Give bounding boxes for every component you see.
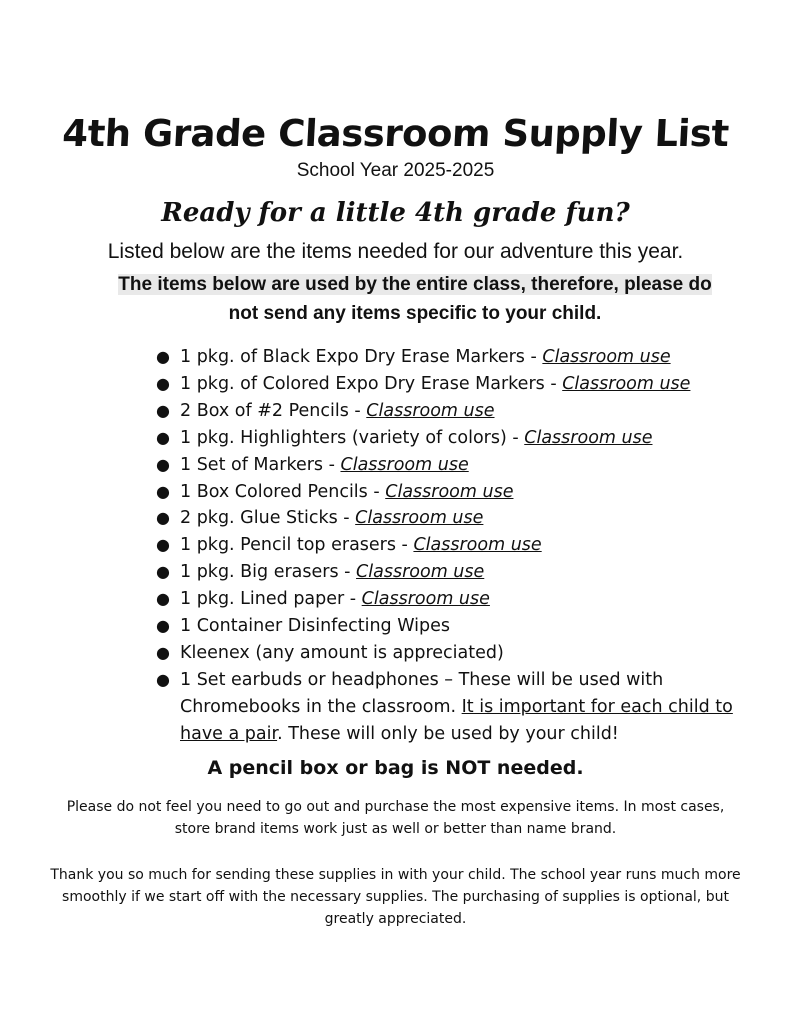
classroom-use-label: Classroom use <box>356 562 485 583</box>
list-item <box>150 505 750 532</box>
list-item <box>150 532 750 559</box>
bullet-icon: ● <box>156 669 170 689</box>
bullet-icon: ● <box>156 616 170 636</box>
supply-item-text: 1 pkg. Pencil top erasers - <box>180 535 414 556</box>
expense-note: Please do not feel you need to go out and purchase the most expensive items. In most cases, store brand items work just as well or better than name brand. <box>66 799 725 837</box>
classroom-use-label: Classroom use <box>562 373 691 394</box>
bullet-icon: ● <box>156 400 170 420</box>
list-item <box>150 640 750 667</box>
list-item <box>150 586 750 613</box>
classroom-use-label: Classroom use <box>542 347 671 367</box>
bullet-icon: ● <box>156 642 170 662</box>
bullet-icon: ● <box>156 535 170 555</box>
list-item <box>150 398 750 425</box>
supply-item-text: 2 Box of #2 Pencils - <box>180 400 367 421</box>
classroom-use-label: Classroom use <box>340 454 469 475</box>
list-item <box>150 344 750 371</box>
pencil-box-note: A pencil box or bag is NOT needed. <box>207 757 584 779</box>
bullet-icon: ● <box>156 347 170 366</box>
tagline: Ready for a little 4th grade fun? <box>161 198 630 228</box>
supply-item-text: 1 Container Disinfecting Wipes <box>180 616 450 637</box>
supply-item-text: 1 Box Colored Pencils - <box>180 481 386 502</box>
notice-line-2: not send any items specific to your child. <box>228 303 602 324</box>
bullet-icon: ● <box>156 508 170 528</box>
list-item <box>150 452 750 479</box>
list-item <box>150 559 750 586</box>
classroom-use-label: Classroom use <box>524 427 653 448</box>
bullet-icon: ● <box>156 562 170 582</box>
supply-list <box>150 344 750 748</box>
classroom-use-label: Classroom use <box>413 535 542 556</box>
classroom-use-label: Classroom use <box>366 400 495 421</box>
classroom-use-label: Classroom use <box>385 481 514 502</box>
list-item <box>150 425 750 452</box>
earbuds-important-note: It is important for each child to have a pair <box>180 696 733 744</box>
list-item <box>150 371 750 398</box>
earbuds-text-end: . These will only be used by your child! <box>277 723 619 744</box>
classroom-use-label: Classroom use <box>361 589 490 610</box>
bullet-icon: ● <box>156 481 170 501</box>
supply-item-text: 1 pkg. Big erasers - <box>180 562 357 583</box>
intro-text: Listed below are the items needed for our adventure this year. <box>107 240 684 263</box>
supply-item-text: 2 pkg. Glue Sticks - <box>180 508 356 529</box>
supply-item-text: 1 pkg. of Colored Expo Dry Erase Markers - <box>180 373 563 394</box>
supply-item-text: 1 pkg. Highlighters (variety of colors) - <box>180 427 525 448</box>
entire-class-notice <box>80 270 750 328</box>
list-item <box>150 479 750 506</box>
notice-line-1: The items below are used by the entire class, therefore, please do <box>118 274 712 295</box>
earbuds-text: 1 Set earbuds or headphones – These will be used with Chromebooks in the classroom. <box>180 669 664 717</box>
supply-item-text: 1 pkg. of Black Expo Dry Erase Markers - <box>180 347 543 367</box>
bullet-icon: ● <box>156 373 170 393</box>
bullet-icon: ● <box>156 589 170 609</box>
bullet-icon: ● <box>156 427 170 447</box>
supply-item-text: 1 pkg. Lined paper - <box>180 589 362 610</box>
classroom-use-label: Classroom use <box>355 508 484 529</box>
school-year: School Year 2025-2025 <box>296 160 495 181</box>
supply-item-text: 1 Set of Markers - <box>180 454 341 475</box>
list-item-earbuds <box>150 667 750 748</box>
thank-you-note: Thank you so much for sending these supplies in with your child. The school year runs much more smoothly if we start off with the necessary supplies. The purchasing of supplies is optional, but greatly appreciated. <box>50 867 741 927</box>
bullet-icon: ● <box>156 454 170 474</box>
supply-item-text: Kleenex (any amount is appreciated) <box>180 642 504 663</box>
page-title: 4th Grade Classroom Supply List <box>61 112 730 155</box>
list-item <box>150 613 750 640</box>
